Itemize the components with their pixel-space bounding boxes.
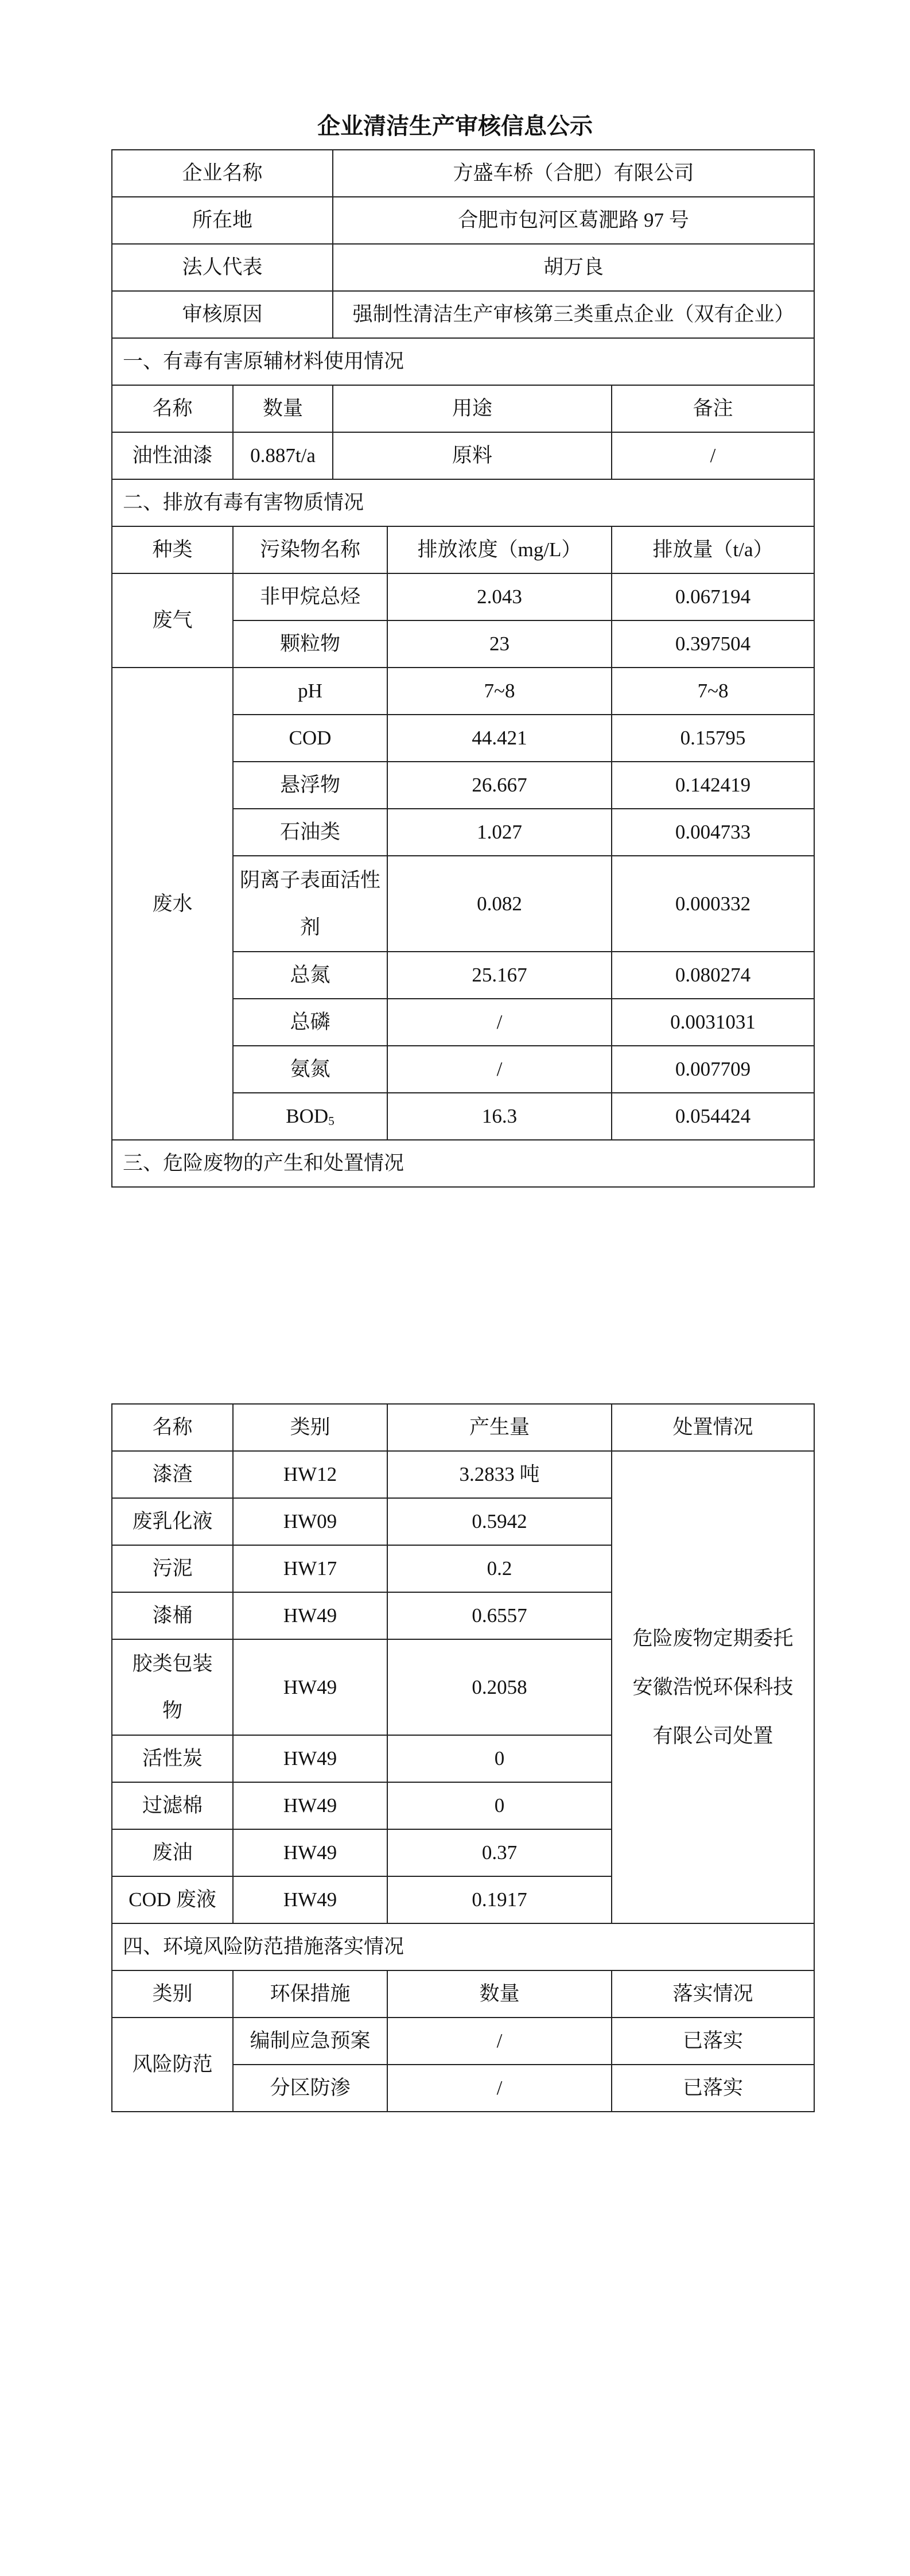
disposal-cell: 危险废物定期委托安徽浩悦环保科技有限公司处置 [612, 1451, 814, 1923]
cell: HW49 [233, 1782, 387, 1829]
cell: 0.142419 [612, 762, 814, 809]
cell: 石油类 [233, 809, 387, 856]
cell: 颗粒物 [233, 620, 387, 668]
cell: 44.421 [387, 715, 612, 762]
cell: HW09 [233, 1498, 387, 1545]
column-header: 落实情况 [612, 1970, 814, 2018]
table-header [112, 526, 814, 573]
category-cell: 风险防范 [112, 2018, 233, 2112]
column-header: 名称 [112, 385, 233, 432]
cell: 过滤棉 [112, 1782, 233, 1829]
section-heading: 二、排放有毒有害物质情况 [112, 479, 814, 526]
cell-bod5 [233, 1093, 387, 1140]
info-label: 审核原因 [112, 291, 333, 338]
cell: 编制应急预案 [233, 2018, 387, 2065]
cell: 0.887t/a [233, 432, 333, 479]
cell: 已落实 [612, 2065, 814, 2112]
cell: / [387, 2065, 612, 2112]
section-heading: 四、环境风险防范措施落实情况 [112, 1923, 814, 1970]
cell: HW12 [233, 1451, 387, 1498]
cell: 0.000332 [612, 856, 814, 952]
cell: 0.2 [387, 1545, 612, 1592]
cell: 0.007709 [612, 1046, 814, 1093]
table-header [112, 385, 814, 432]
cell: HW49 [233, 1735, 387, 1782]
cell: / [387, 999, 612, 1046]
cell: 油性油漆 [112, 432, 233, 479]
cell: / [612, 432, 814, 479]
info-value: 合肥市包河区葛淝路 97 号 [333, 197, 814, 244]
column-header: 污染物名称 [233, 526, 387, 573]
info-label: 法人代表 [112, 244, 333, 291]
cell: COD 废液 [112, 1876, 233, 1923]
cell: 0.004733 [612, 809, 814, 856]
cell: HW17 [233, 1545, 387, 1592]
cell: 25.167 [387, 952, 612, 999]
cell: 废油 [112, 1829, 233, 1876]
cell: 漆桶 [112, 1592, 233, 1639]
cell: 氨氮 [233, 1046, 387, 1093]
info-label: 所在地 [112, 197, 333, 244]
info-row [112, 244, 814, 291]
cell: 0.1917 [387, 1876, 612, 1923]
cell: 3.2833 吨 [387, 1451, 612, 1498]
page-title: 企业清洁生产审核信息公示 [317, 113, 593, 139]
cell: 0 [387, 1782, 612, 1829]
info-row [112, 197, 814, 244]
cell: HW49 [233, 1876, 387, 1923]
cell: / [387, 1046, 612, 1093]
column-header: 名称 [112, 1404, 233, 1451]
cell: 原料 [333, 432, 612, 479]
info-value: 胡万良 [333, 244, 814, 291]
disclosure-table-2 [111, 1403, 815, 2112]
cell: 0.054424 [612, 1093, 814, 1140]
cell: 16.3 [387, 1093, 612, 1140]
cell: 1.027 [387, 809, 612, 856]
category-cell: 废水 [112, 668, 233, 1140]
cell: 0.0031031 [612, 999, 814, 1046]
cell: HW49 [233, 1592, 387, 1639]
info-value: 强制性清洁生产审核第三类重点企业（双有企业） [333, 291, 814, 338]
table-row [112, 1451, 814, 1498]
cell: 0.067194 [612, 573, 814, 620]
cell: 总磷 [233, 999, 387, 1046]
bod-label: BOD [286, 1105, 329, 1127]
disclosure-table-1 [111, 149, 815, 1188]
table-row [112, 2018, 814, 2065]
cell: 0 [387, 1735, 612, 1782]
column-header: 处置情况 [612, 1404, 814, 1451]
cell: 7~8 [612, 668, 814, 715]
info-row [112, 150, 814, 197]
cell: 0.5942 [387, 1498, 612, 1545]
cell: 非甲烷总烃 [233, 573, 387, 620]
cell: 已落实 [612, 2018, 814, 2065]
cell: pH [233, 668, 387, 715]
table-header [112, 1404, 814, 1451]
column-header: 排放量（t/a） [612, 526, 814, 573]
cell: 分区防渗 [233, 2065, 387, 2112]
cell: 阴离子表面活性剂 [233, 856, 387, 952]
cell: 2.043 [387, 573, 612, 620]
cell: 0.080274 [612, 952, 814, 999]
column-header: 数量 [387, 1970, 612, 2018]
column-header: 备注 [612, 385, 814, 432]
cell: 胶类包装物 [112, 1639, 233, 1735]
section-heading: 一、有毒有害原辅材料使用情况 [112, 338, 814, 385]
column-header: 用途 [333, 385, 612, 432]
cell: 26.667 [387, 762, 612, 809]
cell: 漆渣 [112, 1451, 233, 1498]
cell: 活性炭 [112, 1735, 233, 1782]
info-label: 企业名称 [112, 150, 333, 197]
column-header: 数量 [233, 385, 333, 432]
table-row [112, 668, 814, 715]
info-value: 方盛车桥（合肥）有限公司 [333, 150, 814, 197]
cell: HW49 [233, 1829, 387, 1876]
info-row [112, 291, 814, 338]
cell: 0.397504 [612, 620, 814, 668]
column-header: 产生量 [387, 1404, 612, 1451]
table-row [112, 573, 814, 620]
cell: 0.15795 [612, 715, 814, 762]
cell: 0.37 [387, 1829, 612, 1876]
bod-subscript: 5 [328, 1114, 335, 1128]
cell: COD [233, 715, 387, 762]
column-header: 环保措施 [233, 1970, 387, 2018]
cell: 0.2058 [387, 1639, 612, 1735]
column-header: 排放浓度（mg/L） [387, 526, 612, 573]
column-header: 类别 [112, 1970, 233, 2018]
cell: HW49 [233, 1639, 387, 1735]
cell: 0.6557 [387, 1592, 612, 1639]
cell: 污泥 [112, 1545, 233, 1592]
cell: 7~8 [387, 668, 612, 715]
cell: 废乳化液 [112, 1498, 233, 1545]
cell: 23 [387, 620, 612, 668]
cell: / [387, 2018, 612, 2065]
table-row [112, 432, 814, 479]
column-header: 种类 [112, 526, 233, 573]
section-heading: 三、危险废物的产生和处置情况 [112, 1140, 814, 1187]
cell: 悬浮物 [233, 762, 387, 809]
category-cell: 废气 [112, 573, 233, 668]
cell: 0.082 [387, 856, 612, 952]
table-header [112, 1970, 814, 2018]
cell: 总氮 [233, 952, 387, 999]
column-header: 类别 [233, 1404, 387, 1451]
